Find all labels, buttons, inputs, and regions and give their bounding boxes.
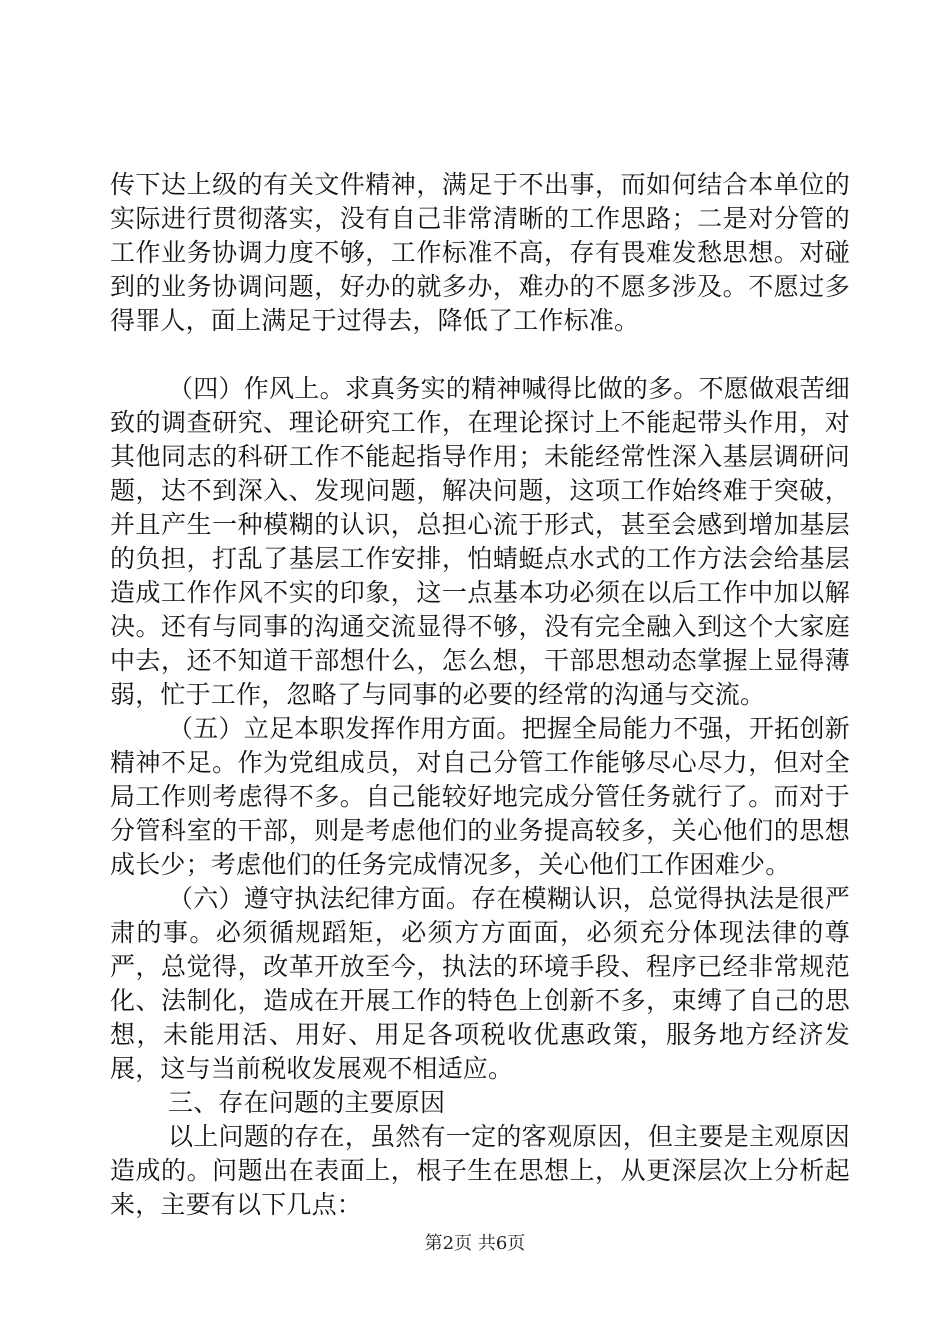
paragraph-section-five: （五）立足本职发挥作用方面。把握全局能力不强，开拓创新精神不足。作为党组成员，对自己分管工作能够尽心尽力，但对全局工作则考虑得不多。自己能较好地完成分管任务就行了。而对于分管科室的干部，则是考虑他们的业务提高较多，关心他们的思想成长少；考虑他们的任务完成情况多，关心他们工作困难少。 — [110, 714, 850, 879]
document-body — [110, 168, 850, 1222]
section-heading-three: 三、存在问题的主要原因 — [168, 1088, 446, 1117]
paragraph-section-four: （四）作风上。求真务实的精神喊得比做的多。不愿做艰苦细致的调查研究、理论研究工作，在理论探讨上不能起带头作用，对其他同志的科研工作不能起指导作用；未能经常性深入基层调研问题，达不到深入、发现问题，解决问题，这项工作始终难于突破，并且产生一种模糊的认识，总担心流于形式，甚至会感到增加基层的负担，打乱了基层工作安排，怕蜻蜓点水式的工作方法会给基层造成工作作风不实的印象，这一点基本功必须在以后工作中加以解决。还有与同事的沟通交流显得不够，没有完全融入到这个大家庭中去，还不知道干部想什么，怎么想，干部思想动态掌握上显得薄弱，忙于工作，忽略了与同事的必要的经常的沟通与交流。 — [110, 374, 850, 709]
paragraph-causes-intro: 以上问题的存在，虽然有一定的客观原因，但主要是主观原因造成的。问题出在表面上，根子生在思想上，从更深层次上分析起来，主要有以下几点： — [110, 1122, 850, 1219]
page-number-footer: 第2页 共6页 — [424, 1233, 526, 1254]
paragraph-continuation: 传下达上级的有关文件精神，满足于不出事，而如何结合本单位的实际进行贯彻落实，没有自己非常清晰的工作思路；二是对分管的工作业务协调力度不够，工作标准不高，存有畏难发愁思想。对碰到的业务协调问题，好办的就多办，难办的不愿多涉及。不愿过多得罪人，面上满足于过得去，降低了工作标准。 — [110, 170, 850, 335]
paragraph-section-six: （六）遵守执法纪律方面。存在模糊认识，总觉得执法是很严肃的事。必须循规蹈矩，必须方方面面，必须充分体现法律的尊严，总觉得，改革开放至今，执法的环境手段、程序已经非常规范化、法制化，造成在开展工作的特色上创新不多，束缚了自己的思想，未能用活、用好、用足各项税收优惠政策，服务地方经济发展，这与当前税收发展观不相适应。 — [110, 884, 850, 1083]
paragraph-spacer — [110, 338, 850, 372]
